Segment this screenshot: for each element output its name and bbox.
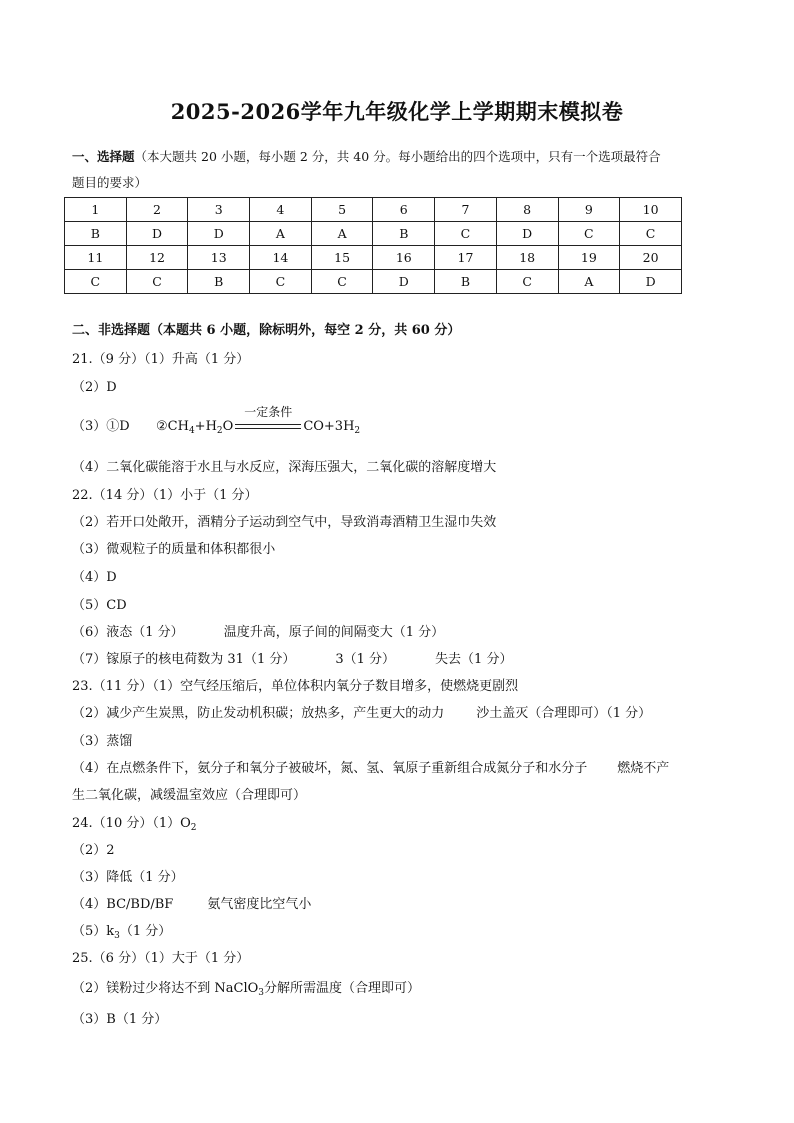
q25-part2-subscript: 3 xyxy=(258,988,265,998)
question-number-cell: 18 xyxy=(496,246,558,270)
q21-head: 21.（9 分）（1）升高（1 分） xyxy=(72,352,250,367)
q22-head: 22.（14 分）（1）小于（1 分） xyxy=(72,488,258,503)
answer-cell: D xyxy=(188,222,250,246)
chemical-equation xyxy=(155,405,361,436)
q24-head-subscript: 2 xyxy=(190,823,197,833)
page-title: 2025-2026学年九年级化学上学期期末模拟卷 xyxy=(170,99,624,124)
q23-part4-cont: 生二氧化碳，减缓温室效应（合理即可） xyxy=(72,788,307,803)
question-number-cell: 14 xyxy=(250,246,312,270)
answer-cell: C xyxy=(250,270,312,294)
q22-part6-b: 温度升高，原子间的间隔变大（1 分） xyxy=(223,625,445,640)
q24-part5-subscript: 3 xyxy=(114,931,120,941)
answer-cell: C xyxy=(126,270,188,294)
answer-cell: C xyxy=(496,270,558,294)
q24-part4-a: （4）BC/BD/BF xyxy=(72,897,174,912)
q23-part4-b: 燃烧不产 xyxy=(617,761,670,776)
answer-cell: C xyxy=(311,270,373,294)
answer-cell: C xyxy=(558,222,620,246)
q24-part5-a: （5）k xyxy=(72,924,115,939)
question-number-cell: 3 xyxy=(188,198,250,222)
question-number-cell: 20 xyxy=(620,246,682,270)
answer-cell: D xyxy=(126,222,188,246)
q22-part5: （5）CD xyxy=(72,598,127,613)
q23-part3: （3）蒸馏 xyxy=(72,734,133,749)
answer-cell: C xyxy=(435,222,497,246)
question-number-cell: 4 xyxy=(250,198,312,222)
section1-note-2: 题目的要求） xyxy=(72,175,148,190)
answer-table xyxy=(64,197,682,294)
answer-cell: D xyxy=(373,270,435,294)
answer-cell: C xyxy=(65,270,127,294)
q25-part2-a: （2）镁粉过少将达不到 NaClO xyxy=(72,981,259,996)
table-row xyxy=(65,246,682,270)
answer-cell: A xyxy=(311,222,373,246)
q23-part2-b: 沙土盖灭（合理即可）（1 分） xyxy=(476,706,652,721)
eq-term: +H xyxy=(194,419,217,434)
answer-cell: A xyxy=(558,270,620,294)
q21-part4: （4）二氧化碳能溶于水且与水反应，深海压强大，二氧化碳的溶解度增大 xyxy=(72,460,497,475)
q22-part7-c: 失去（1 分） xyxy=(435,652,513,667)
question-number-cell: 10 xyxy=(620,198,682,222)
question-number-cell: 6 xyxy=(373,198,435,222)
q24-part2: （2）2 xyxy=(72,843,115,858)
question-number-cell: 9 xyxy=(558,198,620,222)
eq-subscript: 2 xyxy=(216,426,223,436)
q25-part3: （3）B（1 分） xyxy=(72,1012,168,1027)
q22-part4: （4）D xyxy=(72,570,117,585)
q21-part3 xyxy=(72,405,361,436)
table-row xyxy=(65,270,682,294)
section1-note: （本大题共 20 小题，每小题 2 分，共 40 分。每小题给出的四个选项中，只有一个选项最符合 xyxy=(134,149,661,164)
q25-head: 25.（6 分）（1）大于（1 分） xyxy=(72,951,250,966)
q22-part7 xyxy=(72,648,512,667)
question-number-cell: 7 xyxy=(435,198,497,222)
q24-part3: （3）降低（1 分） xyxy=(72,870,184,885)
q23-part4 xyxy=(72,757,669,776)
eq-subscript: 4 xyxy=(188,426,195,436)
question-number-cell: 12 xyxy=(126,246,188,270)
eq-term: CO+3H xyxy=(303,419,355,434)
answer-cell: B xyxy=(65,222,127,246)
answer-cell: B xyxy=(435,270,497,294)
reaction-condition: 一定条件 xyxy=(244,405,293,419)
answer-cell: D xyxy=(496,222,558,246)
question-number-cell: 11 xyxy=(65,246,127,270)
eq-subscript: 2 xyxy=(354,426,361,436)
q24-part5 xyxy=(72,920,171,939)
q21-part2: （2）D xyxy=(72,380,117,395)
q23-part2-a: （2）减少产生炭黑，防止发动机积碳；放热多，产生更大的动力 xyxy=(72,706,445,721)
section1-title: 一、选择题 xyxy=(72,149,135,164)
q24-part4-b: 氨气密度比空气小 xyxy=(207,897,312,912)
question-number-cell: 16 xyxy=(373,246,435,270)
answer-cell: B xyxy=(373,222,435,246)
q22-part2: （2）若开口处敞开，酒精分子运动到空气中，导致消毒酒精卫生湿巾失效 xyxy=(72,515,497,530)
q25-part2-c: 分解所需温度（合理即可） xyxy=(264,981,421,996)
answer-cell: C xyxy=(620,222,682,246)
section2-heading: 二、非选择题（本题共 6 小题，除标明外，每空 2 分，共 60 分） xyxy=(72,323,461,338)
question-number-cell: 8 xyxy=(496,198,558,222)
q22-part6-a: （6）液态（1 分） xyxy=(72,625,184,640)
eq-term: ②CH xyxy=(155,419,189,434)
q23-part4-a: （4）在点燃条件下，氨分子和氧分子被破坏，氮、氢、氧原子重新组合成氮分子和水分子 xyxy=(72,761,588,776)
q22-part7-a: （7）镓原子的核电荷数为 31（1 分） xyxy=(72,652,296,667)
table-row xyxy=(65,198,682,222)
answer-cell: A xyxy=(250,222,312,246)
q23-head: 23.（11 分）（1）空气经压缩后，单位体积内氧分子数目增多，使燃烧更剧烈 xyxy=(72,679,519,694)
question-number-cell: 19 xyxy=(558,246,620,270)
eq-term: O xyxy=(222,419,234,434)
reaction-arrow xyxy=(235,405,301,434)
question-number-cell: 5 xyxy=(311,198,373,222)
q25-part2 xyxy=(72,977,420,996)
q24-head-text: 24.（10 分）（1）O xyxy=(72,816,191,831)
question-number-cell: 13 xyxy=(188,246,250,270)
answer-cell: B xyxy=(188,270,250,294)
answer-cell: D xyxy=(620,270,682,294)
question-number-cell: 1 xyxy=(65,198,127,222)
q24-part4 xyxy=(72,893,311,912)
q22-part7-b: 3（1 分） xyxy=(335,652,396,667)
table-row xyxy=(65,222,682,246)
question-number-cell: 2 xyxy=(126,198,188,222)
q22-part6 xyxy=(72,621,444,640)
question-number-cell: 17 xyxy=(435,246,497,270)
q22-part3: （3）微观粒子的质量和体积都很小 xyxy=(72,542,276,557)
section1-heading xyxy=(72,144,732,196)
q24-head xyxy=(72,812,197,831)
q21-part3-prefix: （3）①D xyxy=(72,419,130,434)
q24-part5-c: （1 分） xyxy=(119,924,172,939)
question-number-cell: 15 xyxy=(311,246,373,270)
q23-part2 xyxy=(72,702,651,721)
